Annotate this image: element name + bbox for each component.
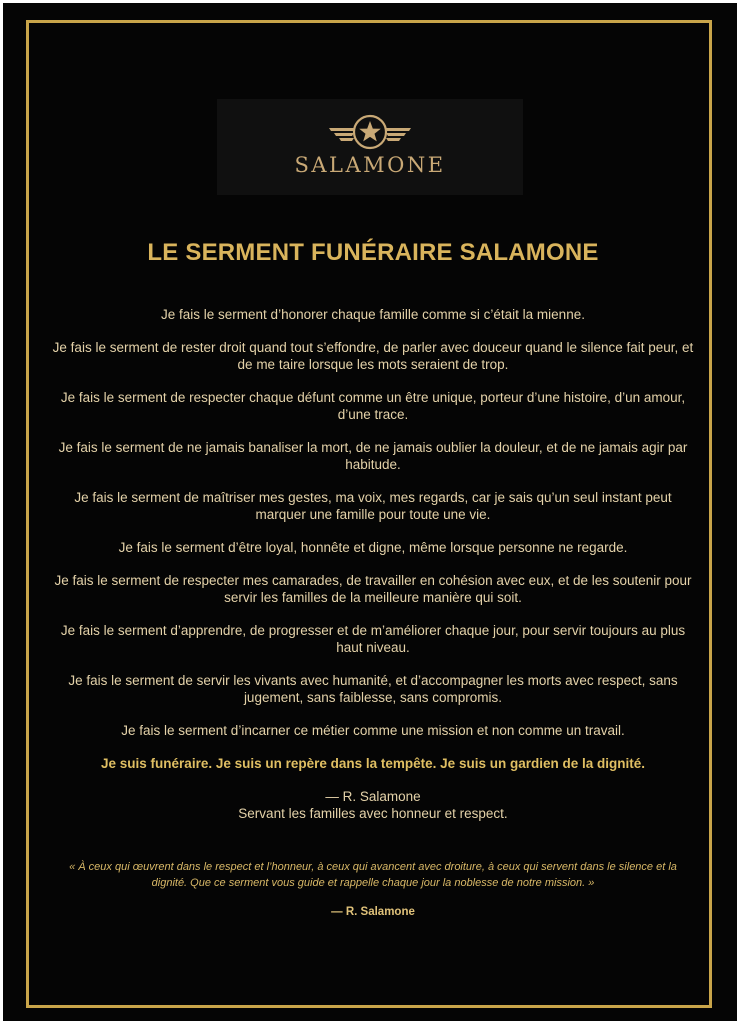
- oath-item: Je fais le serment de maîtriser mes gestes, ma voix, mes regards, car je sais qu’un seul instant peut marquer une famille pour toute une vie.: [74, 490, 672, 522]
- oath-item: Je fais le serment de ne jamais banaliser la mort, de ne jamais oublier la douleur, et de ne jamais agir par habitude.: [58, 440, 688, 472]
- oath-item: Je fais le serment de rester droit quand tout s’effondre, de parler avec douceur quand le silence fait peur, et de me taire lorsque les mots seraient de trop.: [52, 340, 694, 372]
- dedication-quote: « À ceux qui œuvrent dans le respect et l’honneur, à ceux qui avancent avec droiture, à ceux qui servent dans le silence et la dignité. Que ce serment vous guide et rappelle chaque jour la noblesse de notre mission. »: [69, 861, 677, 889]
- oath-item: Je fais le serment d’incarner ce métier comme une mission et non comme un travail.: [121, 723, 625, 738]
- oath-item: Je fais le serment d’apprendre, de progresser et de m’améliorer chaque jour, pour servir toujours au plus haut niveau.: [60, 623, 686, 655]
- oath-item: Je fais le serment de servir les vivants avec humanité, et d’accompagner les morts avec respect, sans jugement, sans faiblesse, sans compromis.: [68, 673, 678, 705]
- quote-author: — R. Salamone: [331, 906, 415, 918]
- oath-item: Je fais le serment de respecter chaque défunt comme un être unique, porteur d’une histoire, d’un amour, d’une trace.: [60, 390, 686, 422]
- oath-item: Je fais le serment d’être loyal, honnête et digne, même lorsque personne ne regarde.: [118, 540, 628, 555]
- page-title: LE SERMENT FUNÉRAIRE SALAMONE: [147, 239, 599, 266]
- oath-item: Je fais le serment d’honorer chaque famille comme si c’était la mienne.: [161, 307, 585, 322]
- oath-item: Je fais le serment de respecter mes camarades, de travailler en cohésion avec eux, et de les soutenir pour servir les familles de la meilleure manière qui soit.: [54, 573, 692, 605]
- brand-name: SALAMONE: [294, 153, 446, 177]
- motto: Je suis funéraire. Je suis un repère dans la tempête. Je suis un gardien de la dignité.: [101, 756, 645, 771]
- signature-name: — R. Salamone: [325, 789, 421, 804]
- document-page: [3, 3, 737, 1021]
- signature-tagline: Servant les familles avec honneur et respect.: [238, 806, 508, 821]
- oath-list: [51, 306, 695, 822]
- winged-star-emblem-icon: [325, 109, 415, 155]
